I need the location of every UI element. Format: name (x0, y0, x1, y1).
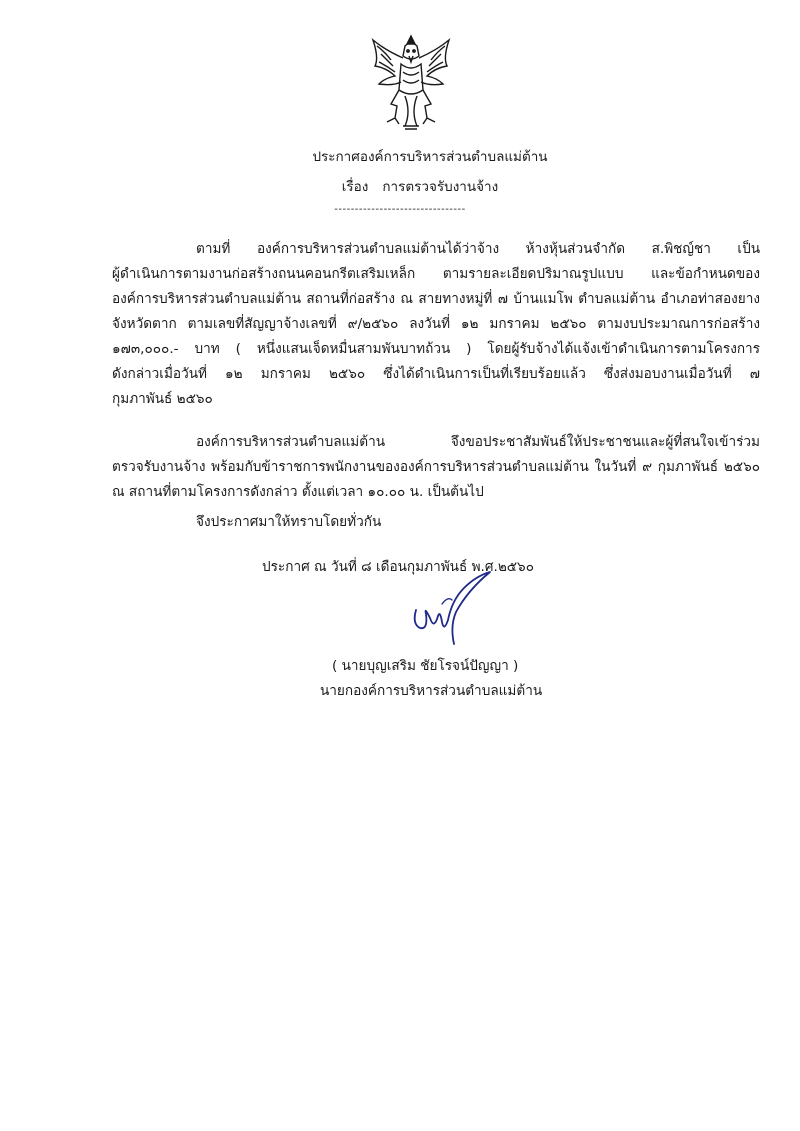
paragraph-1-line-3: องค์การบริหารส่วนตำบลแม่ต้าน สถานที่ก่อสร้าง ณ สายทางหมู่ที่ ๗ บ้านแมโพ ตำบลแม่ต้าน อำเภอท่าสองยาง (112, 291, 760, 307)
announcement-date: ประกาศ ณ วันที่ ๘ เดือนกุมภาพันธ์ พ.ศ.๒๕๖๐ (262, 559, 534, 575)
paragraph-1-line-2: ผู้ดำเนินการตามงานก่อสร้างถนนคอนกรีตเสริมเหล็ก ตามรายละเอียดปริมาณรูปแบบ และข้อกำหนดของ (112, 266, 760, 282)
announcement-title: ประกาศองค์การบริหารส่วนตำบลแม่ต้าน (312, 149, 548, 165)
signer-title: นายกองค์การบริหารส่วนตำบลแม่ต้าน (320, 683, 543, 699)
subject-text: การตรวจรับงานจ้าง (382, 179, 499, 195)
paragraph-2-line-1: องค์การบริหารส่วนตำบลแม่ต้าน จึงขอประชาสัมพันธ์ให้ประชาชนและผู้ที่สนใจเข้าร่วม (196, 434, 760, 450)
garuda-emblem-icon (365, 32, 457, 132)
handwritten-signature-icon (402, 570, 512, 650)
subject-label: เรื่อง (341, 179, 369, 195)
header-divider: -------------------------------- (334, 204, 466, 215)
paragraph-2-line-2: ตรวจรับงานจ้าง พร้อมกับข้าราชการพนักงานขององค์การบริหารส่วนตำบลแม่ต้าน ในวันที่ ๙ กุมภาพันธ์ ๒๕๖๐ (112, 459, 760, 475)
signer-name: ( นายบุญเสริม ชัยโรจน์ปัญญา ) (332, 658, 519, 674)
paragraph-2-line-3: ณ สถานที่ตามโครงการดังกล่าว ตั้งแต่เวลา ๑๐.๐๐ น. เป็นต้นไป (112, 484, 484, 500)
paragraph-1-line-4: จังหวัดตาก ตามเลขที่สัญญาจ้างเลขที่ ๙/๒๕๖๐ ลงวันที่ ๑๒ มกราคม ๒๕๖๐ ตามงบประมาณการก่อสร้าง (112, 316, 760, 332)
paragraph-1-line-7: กุมภาพันธ์ ๒๕๖๐ (112, 391, 213, 407)
paragraph-1-line-5: ๑๗๓,๐๐๐.- บาท ( หนึ่งแสนเจ็ดหมื่นสามพันบาทถ้วน ) โดยผู้รับจ้างได้แจ้งเข้าดำเนินการตามโครงการ (112, 341, 760, 357)
closing-statement: จึงประกาศมาให้ทราบโดยทั่วกัน (196, 514, 382, 530)
paragraph-1-line-6: ดังกล่าวเมื่อวันที่ ๑๒ มกราคม ๒๕๖๐ ซึ่งได้ดำเนินการเป็นที่เรียบร้อยแล้ว ซึ่งส่งมอบงานเมื่อวันที่ ๗ (112, 366, 760, 382)
paragraph-1-line-1: ตามที่ องค์การบริหารส่วนตำบลแม่ต้านได้ว่าจ้าง ห้างหุ้นส่วนจำกัด ส.พิชญ์ชา เป็น (196, 241, 760, 257)
announcement-subject (20, 175, 800, 197)
